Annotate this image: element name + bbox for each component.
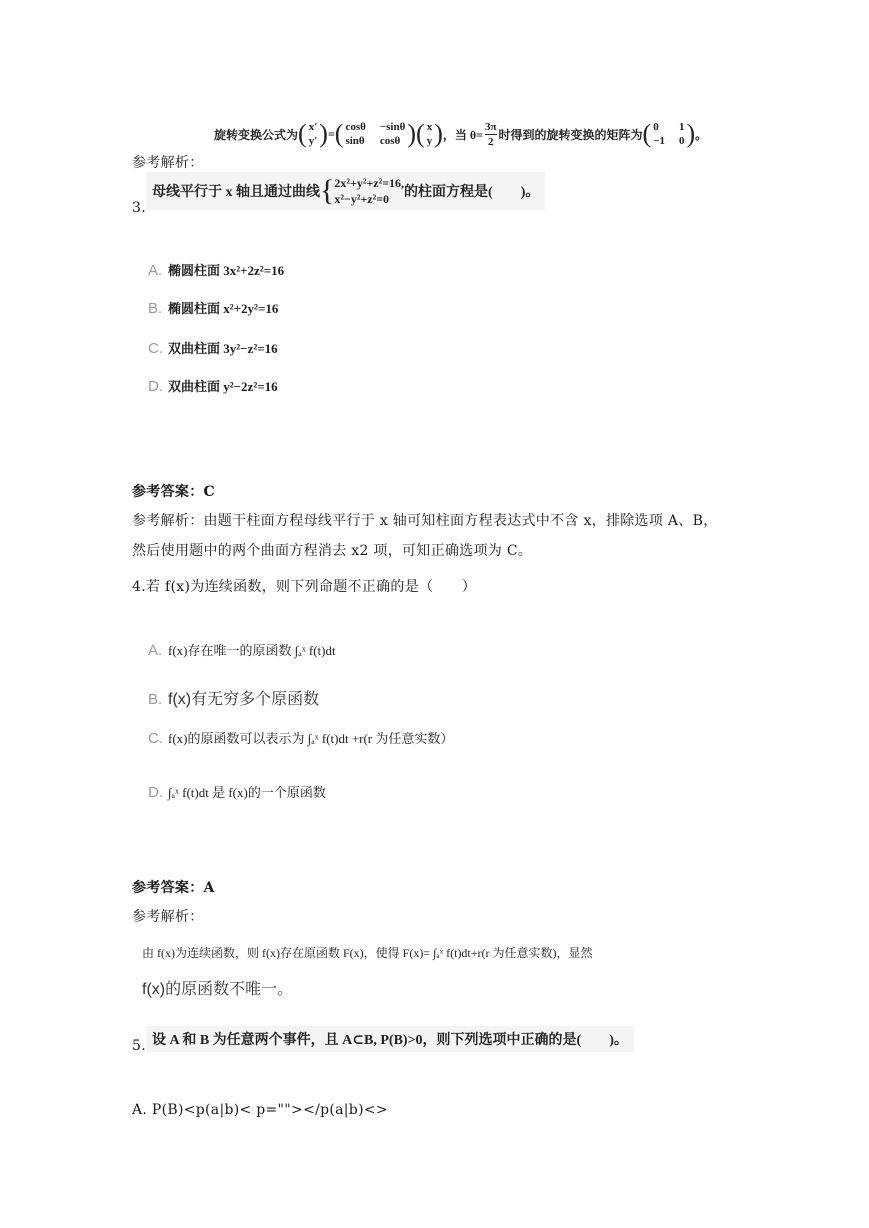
q3-stem-before: 母线平行于 x 轴且通过曲线 xyxy=(152,185,320,200)
q3-option-c: C. 双曲柱面 3y²−z²=16 xyxy=(148,340,278,357)
q5-number: 5. xyxy=(132,1038,146,1054)
formula-tail-text: 时得到的旋转变换的矩阵为 xyxy=(498,127,643,142)
rotation-formula-image xyxy=(214,114,707,154)
formula-mid-text: ，当 θ= xyxy=(442,127,483,142)
q3-option-a: A. 椭圆柱面 3x²+2z²=16 xyxy=(148,262,285,279)
q4-option-d: D. ∫ₐˣ f(t)dt 是 f(x)的一个原函数 xyxy=(148,784,326,801)
q3-option-b: B. 椭圆柱面 x²+2y²=16 xyxy=(148,300,279,317)
q4-option-b: B. f(x)有无穷多个原函数 xyxy=(148,691,320,708)
q2-analysis-label: 参考解析： xyxy=(132,155,204,171)
q3-stem-image: 母线平行于 x 轴且通过曲线 { 2x²+y²+z²=16, x²−y²+z²=0 的柱面方程是( )。 xyxy=(146,172,545,210)
q4-stem: 4.若 f(x)为连续函数，则下列命题不正确的是（ ） xyxy=(132,579,477,595)
q5-stem-image: 设 A 和 B 为任意两个事件，且 A⊂B, P(B)>0，则下列选项中正确的是( )。 xyxy=(146,1026,634,1052)
q3-equation-system: 2x²+y²+z²=16, x²−y²+z²=0 xyxy=(334,176,405,206)
rotation-matrix: ( cosθ −sinθ sinθ cosθ ) xyxy=(334,119,417,148)
formula-end: 。 xyxy=(695,127,708,142)
q3-option-d: D. 双曲柱面 y²−2z²=16 xyxy=(148,378,278,395)
q4-analysis-line2: f(x)的原函数不唯一。 xyxy=(142,981,294,998)
formula-prefix: 旋转变换公式为 xyxy=(214,127,299,142)
q4-option-c: C. f(x)的原函数可以表示为 ∫ₐˣ f(t)dt +r(r 为任意实数） xyxy=(148,730,454,747)
q3-stem-after: 的柱面方程是( )。 xyxy=(404,185,540,200)
q3-analysis-line2: 然后使用题中的两个曲面方程消去 x2 项，可知正确选项为 C。 xyxy=(132,543,533,559)
equals-sign: = xyxy=(327,126,335,141)
vector-right: ( x y ) xyxy=(416,119,443,148)
q4-option-a: A. f(x)存在唯一的原函数 ∫ₐˣ f(t)dt xyxy=(148,642,336,659)
q4-analysis-label: 参考解析： xyxy=(132,909,204,925)
q5-option-a: A. P(B)<p(a|b)< p=""></p(a|b)<> xyxy=(132,1102,388,1118)
q3-answer: 参考答案：C xyxy=(132,484,215,500)
vector-left: ( x′ y′ ) xyxy=(298,119,328,148)
q3-analysis-line1: 参考解析：由题干柱面方程母线平行于 x 轴可知柱面方程表达式中不含 x，排除选项 A、B， xyxy=(132,513,718,529)
result-matrix: ( 0 1 −1 0 ) xyxy=(642,119,696,148)
q4-analysis-formula: 由 f(x)为连续函数，则 f(x)存在原函数 F(x)，使得 F(x)= ∫ₐˣ f(t)dt+r(r 为任意实数)，显然 xyxy=(142,946,593,960)
q4-answer: 参考答案：A xyxy=(132,880,215,896)
fraction-3pi-over-2: $\frac{3\pi}{2}$ xyxy=(484,120,497,148)
q3-number: 3. xyxy=(132,200,146,216)
